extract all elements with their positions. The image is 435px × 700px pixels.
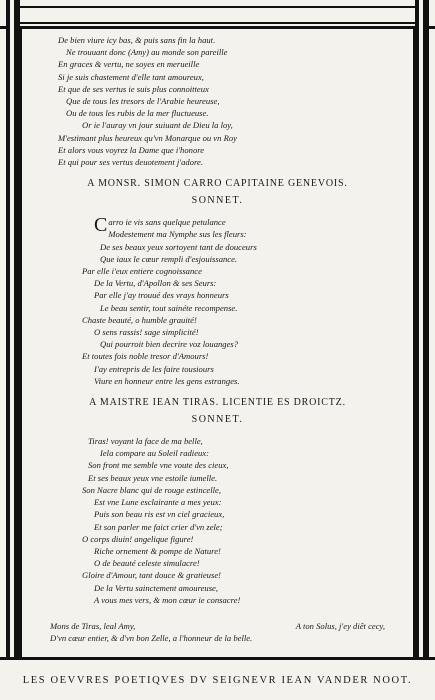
verse-line <box>34 472 401 484</box>
verse-text: arro ie vis sans quelque petulance <box>108 217 226 228</box>
section1-heading: A MONSR. SIMON CARRO CAPITAINE GENEVOIS. <box>87 178 348 190</box>
verse-text: Gloire d'Amour, tant douce & gratieuse! <box>82 570 222 581</box>
verse-line <box>34 557 401 569</box>
verse-line <box>34 71 401 83</box>
verse-text: Viure en honneur entre les gens estranges. <box>94 375 240 386</box>
section2-sonnet-title: SONNET. <box>191 414 244 426</box>
signature-row <box>34 620 401 632</box>
verse-text: O corps diuin! angelique figure! <box>82 533 194 544</box>
verse-text: O de beauté celeste simulacre! <box>94 558 200 569</box>
verse-line <box>34 277 401 289</box>
verse-line <box>34 435 401 447</box>
verse-text: Ne trouuant donc (Amy) au monde son pareille <box>66 47 228 58</box>
footer-title: LES OEVVRES POETIQVES DV SEIGNEVR IEAN VANDER NOOT. <box>22 674 413 686</box>
verse-text: Est vne Lune esclairante a mes yeux: <box>94 497 222 508</box>
verse-text: Riche ornement & pompe de Nature! <box>94 545 221 556</box>
verse-text: Si je suis chastement d'elle tant amoureux, <box>58 71 204 82</box>
verse-line <box>34 265 401 277</box>
footer-plinth <box>0 657 435 700</box>
verse-text: De ses beaux yeux sortoyent tant de douceurs <box>100 241 257 252</box>
verse-line <box>34 228 401 240</box>
section2-sonnet <box>34 435 401 606</box>
verse-line <box>34 533 401 545</box>
verse-line <box>34 107 401 119</box>
verse-line <box>34 338 401 350</box>
verse-line <box>34 508 401 520</box>
verse-text: Modestement ma Nymphe sus les fleurs: <box>108 229 247 240</box>
verse-line <box>34 582 401 594</box>
verse-line <box>34 594 401 606</box>
verse-text: Chaste beauté, o humble grauité! <box>82 314 197 325</box>
verse-text: M'estimant plus heureux qu'vn Monarque ou vn Roy <box>58 132 237 143</box>
verse-line <box>34 95 401 107</box>
verse-line <box>34 119 401 131</box>
verse-text: Et ses beaux yeux vne estoile iumelle. <box>88 472 218 483</box>
signature-left: Mons de Tiras, leal Amy, <box>50 620 136 631</box>
top-cornice <box>0 0 435 29</box>
verse-text: Ou de tous les rubis de la mer fluctueuse. <box>66 108 209 119</box>
verse-line <box>34 569 401 581</box>
verse-text: De la Vertu, d'Apollon & ses Seurs: <box>94 278 217 289</box>
verse-text: Qui pourroit bien decrire voz louanges? <box>100 339 239 350</box>
verse-line <box>34 545 401 557</box>
verse-text: Par elle j'ay trouué des vrays honneurs <box>94 290 229 301</box>
verse-text: Et qui pour ses vertus deuotement j'adore. <box>58 157 203 168</box>
verse-line <box>34 144 401 156</box>
verse-line <box>34 521 401 533</box>
verse-line <box>34 326 401 338</box>
verse-text: Tiras! voyant la face de ma belle, <box>88 436 203 447</box>
verse-text: Puis son beau ris est vn ciel gracieux, <box>94 509 225 520</box>
verse-line <box>34 289 401 301</box>
verse-line <box>34 314 401 326</box>
verse-line <box>34 363 401 375</box>
section1-sonnet <box>34 216 401 387</box>
verse-text: Et toutes fois noble tresor d'Amours! <box>82 351 209 362</box>
section2-heading: A MAISTRE IEAN TIRAS. LICENTIE ES DROICTZ. <box>89 397 346 409</box>
verse-line <box>34 46 401 58</box>
verse-line <box>34 58 401 70</box>
verse-text: Et alors vous voyrez la Dame que i'honore <box>58 144 205 155</box>
verse-text: Or ie l'auray vn jour suiuant de Dieu la loy, <box>82 120 233 131</box>
verse-text: O sens rassis! sage simplicité! <box>94 327 199 338</box>
verse-text: I'ay entrepris de les faire tousiours <box>94 363 214 374</box>
verse-line <box>34 447 401 459</box>
right-pillar <box>415 0 429 672</box>
verse-text: De bien viure icy bas, & puis sans fin la haut. <box>58 35 216 45</box>
verse-line <box>34 302 401 314</box>
verse-text: Le beau sentir, tout sainéte recompense. <box>100 302 238 313</box>
verse-line <box>34 241 401 253</box>
verse-line <box>34 350 401 362</box>
verse-line <box>34 156 401 168</box>
verse-line <box>34 83 401 95</box>
verse-text: De la Vertu sainctement amoureuse, <box>94 582 219 593</box>
verse-line <box>34 132 401 144</box>
verse-text: Que iaux le cœur rempli d'esjouissance. <box>100 253 238 264</box>
verse-line <box>34 459 401 471</box>
drop-cap: C <box>94 214 108 237</box>
verse-text: Son Nacre blanc qui de rouge estincelle, <box>82 484 221 495</box>
verse-text: Iela compare au Soleil radieux: <box>100 448 209 459</box>
left-pillar <box>6 0 20 672</box>
closing-line: D'vn cœur entier, & d'vn bon Zelle, a l'honneur de la belle. <box>50 632 253 643</box>
verse-text: Et que de ses vertus ie suis plus connoitteux <box>58 83 209 94</box>
verse-text: Et son parler me faict crier d'vn zele; <box>94 521 223 532</box>
verse-line <box>34 484 401 496</box>
verse-line <box>34 375 401 387</box>
page-content <box>34 34 401 654</box>
verse-line <box>34 253 401 265</box>
verse-line <box>34 34 401 46</box>
opening-verse <box>34 34 401 168</box>
verse-text: Son front me semble vne voute des cieux, <box>88 460 229 471</box>
section1-sonnet-title: SONNET. <box>191 195 244 207</box>
verse-text: Par elle i'eux entiere cognoissance <box>82 266 202 277</box>
verse-text: A vous mes vers, & mon cœur ie consacre! <box>94 594 241 605</box>
verse-text: Que de tous les tresors de l'Arabie heureuse, <box>66 96 220 107</box>
verse-text: En graces & vertu, ne soyes en merueille <box>58 59 200 70</box>
signature-right: A ton Solus, j'ey diêt cecy, <box>295 620 385 631</box>
verse-line <box>34 496 401 508</box>
